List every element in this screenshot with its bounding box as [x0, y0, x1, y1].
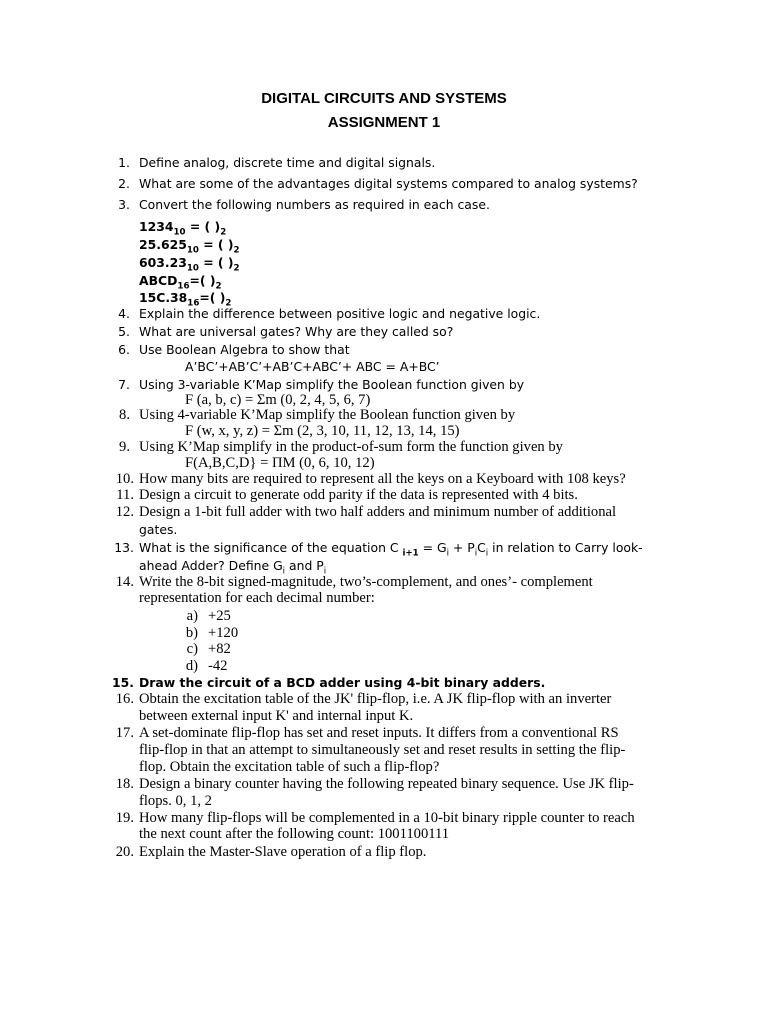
- assignment-page: DIGITAL CIRCUITS AND SYSTEMS ASSIGNMENT 1 1. Define analog, discrete time and digital signals. 2. What are some of the advantages digital systems compared to analog systems? 3. Convert the following numbers as required in each case. $1234_{10}$ = ( )$_2$ $25.625_{10}$ = ( )$_2$ $603.23_{10}$ = ( )$_2$ $ABCD_{16}=$( )$_2$ $15C.38_{16}=$( )$_2$ 4. Explain the difference between positive logic and negative logic. 5. What are universal gates? Why are they called so? 6. Use Boolean Algebra to show that A’BC’+AB’C’+AB’C+ABC’+ ABC = A+BC’ 7. Using 3-variable K’Map simplify the Boolean function given by F (a, b, c) = Σm (0, 2, 4, 5, 6, 7) 8. Using 4-variable K’Map simplify the Boolean function given by F (w, x, y, z) = Σm (2, 3, 10, 11, 12, 13, 14, 15) 9. Using K’Map simplify in the product-of-sum form the function given by F(A,B,C,D} = ΠM (0, 6, 10, 12) 10. How many bits are required to represent all the keys on a Keyboard with 108 keys? 11. Design a circuit to generate odd parity if the data is represented with 4 bits. 12. Design a 1-bit full adder with two half adders and minimum number of additional gates. 13. What is the significance of the equation C $_{i+1} = G_i + P_iC_i$ in relation to Carry look- ahead Adder? Define $G_i$ and $P_i$ 14. Write the 8-bit signed-magnitude, two’s-complement, and ones’- complement representation for each decimal number: a) +25 b) +120 c) +82 d) -42 15. Draw the circuit of a BCD adder using 4-bit binary adders. 16. Obtain the excitation table of the JK' flip-flop, i.e. A JK flip-flop with an inverter between external input K' and internal input K. 17. A set-dominate flip-flop has set and reset inputs. It differs from a conventional RS flip-flop in that an attempt to simultaneously set and reset results in setting the flip- flop. Obtain the excitation table of such a flip-flop? 18. Design a binary counter having the following repeated binary sequence. Use JK flip- flops. 0, 1, 2 19. How many flip-flops will be complemented in a 10-bit binary ripple counter to reach the next count after the following count: 1001100111 20. Explain the Master-Slave operation of a flip flop.: [0, 0, 768, 1024]
- document-subtitle: ASSIGNMENT 1: [327, 114, 441, 131]
- document-title: DIGITAL CIRCUITS AND SYSTEMS: [261, 90, 507, 107]
